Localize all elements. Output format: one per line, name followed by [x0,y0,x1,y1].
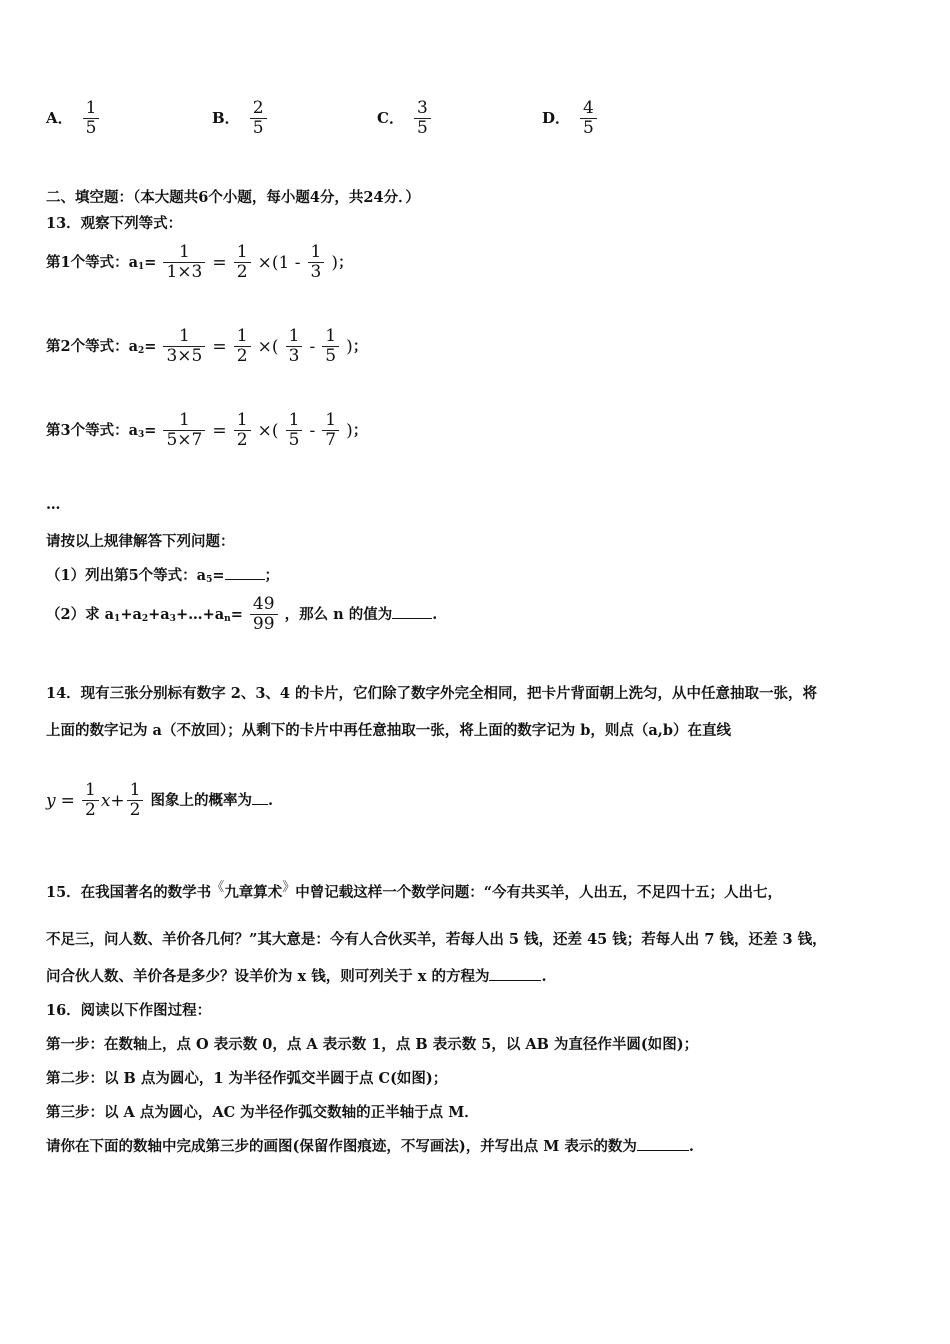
q16-step-2: 第二步：以 B 点为圆心，1 为半径作弧交半圆于点 C(如图)； [46,1070,448,1087]
term-fraction: $\frac{1}{5}$ [286,412,303,450]
option-d [542,100,599,138]
option-letter: B． [212,108,240,127]
q13-equation-1: 第1个等式：$a_1=$ $\frac{1}{1\times 3}$ = $\frac{1}{2}$ ×(1 - $\frac{1}{3}$ )； [46,242,353,282]
q15-line-2: 不足三，问人数、羊价各几何？”其大意是：今有人合伙买羊，若每人出 5 钱，还差 45 钱；若每人出 7 钱，还差 3 钱， [46,931,827,948]
intercept-fraction: $\frac{1}{2}$ [127,782,144,820]
q13-part-2: （2）求 $a_1+a_2+a_3+\dots+a_n=$ $\frac{49}{99}$ ，那么 n 的值为 . [46,594,438,634]
answer-blank [637,1150,689,1151]
option-fraction: $\frac{3}{5}$ [414,100,431,138]
option-a [46,100,101,138]
eq-label: 第1个等式：a [46,253,138,271]
lhs-fraction: $\frac{1}{1\times 3}$ [163,244,205,282]
q16-step-3: 第三步：以 A 点为圆心，AC 为半径作弧交数轴的正半轴于点 M． [46,1104,479,1121]
slope-fraction: $\frac{1}{2}$ [82,782,99,820]
half-fraction: $\frac{1}{2}$ [234,244,251,282]
answer-blank [225,579,265,580]
answer-blank [489,980,541,981]
term-fraction: $\frac{1}{7}$ [322,412,339,450]
option-letter: A． [46,108,73,127]
option-b [212,100,269,138]
term-fraction: $\frac{1}{3}$ [286,328,303,366]
q14-line-2: 上面的数字记为 a（不放回）；从剩下的卡片中再任意抽取一张，将上面的数字记为 b，则点（a,b）在直线 [46,722,731,739]
ellipsis: … [46,496,61,513]
option-fraction: $\frac{2}{5}$ [250,100,267,138]
q16-title: 16．阅读以下作图过程： [46,1002,212,1019]
lhs-fraction: $\frac{1}{3\times 5}$ [163,328,205,366]
section-heading: 二、填空题：（本大题共6个小题，每小题4分，共24分．） [46,189,420,206]
answer-blank [252,804,268,805]
option-fraction: $\frac{1}{5}$ [83,100,100,138]
target-fraction: $\frac{49}{99}$ [250,596,278,634]
half-fraction: $\frac{1}{2}$ [234,328,251,366]
option-c [377,100,433,138]
answer-blank [392,618,432,619]
q13-part-1: （1）列出第5个等式：$a_5=$ ； [46,567,279,585]
option-fraction: $\frac{4}{5}$ [580,100,597,138]
q15-line-1: 15．在我国著名的数学书《九章算术》中曾记载这样一个数学问题：“今有共买羊，人出五，不足四十五；人出七， [46,880,783,901]
q15-line-3: 问合伙人数、羊价各是多少？设羊价为 x 钱，则可列关于 x 的方程为 . [46,968,547,985]
q13-equation-3: 第3个等式：$a_3=$ $\frac{1}{5\times 7}$ = $\frac{1}{2}$ ×( $\frac{1}{5}$ - $\frac{1}{7}$ )； [46,410,368,450]
half-fraction: $\frac{1}{2}$ [234,412,251,450]
q16-ask: 请你在下面的数轴中完成第三步的画图(保留作图痕迹，不写画法)，并写出点 M 表示的数为 . [46,1138,694,1155]
book-title: 九章算术 [224,884,283,901]
eq-label: 第3个等式：a [46,421,138,439]
lhs-fraction: $\frac{1}{5\times 7}$ [163,412,205,450]
q13-title: 13．观察下列等式： [46,215,183,232]
q13-prompt: 请按以上规律解答下列问题： [46,533,235,550]
q13-equation-2: 第2个等式：$a_2=$ $\frac{1}{3\times 5}$ = $\frac{1}{2}$ ×( $\frac{1}{3}$ - $\frac{1}{5}$ )； [46,326,368,366]
term-fraction: $\frac{1}{3}$ [308,244,325,282]
option-letter: D． [542,108,571,127]
q14-equation: y = $\frac{1}{2}$ x+ $\frac{1}{2}$ 图象上的概率为 . [46,780,274,820]
q16-step-1: 第一步：在数轴上，点 O 表示数 0，点 A 表示数 1，点 B 表示数 5，以 AB 为直径作半圆(如图)； [46,1036,699,1053]
option-letter: C． [377,108,404,127]
q14-line-1: 14．现有三张分别标有数字 2、3、4 的卡片，它们除了数字外完全相同，把卡片背面朝上洗匀，从中任意抽取一张，将 [46,685,818,702]
eq-label: 第2个等式：a [46,337,138,355]
term-fraction: $\frac{1}{5}$ [322,328,339,366]
